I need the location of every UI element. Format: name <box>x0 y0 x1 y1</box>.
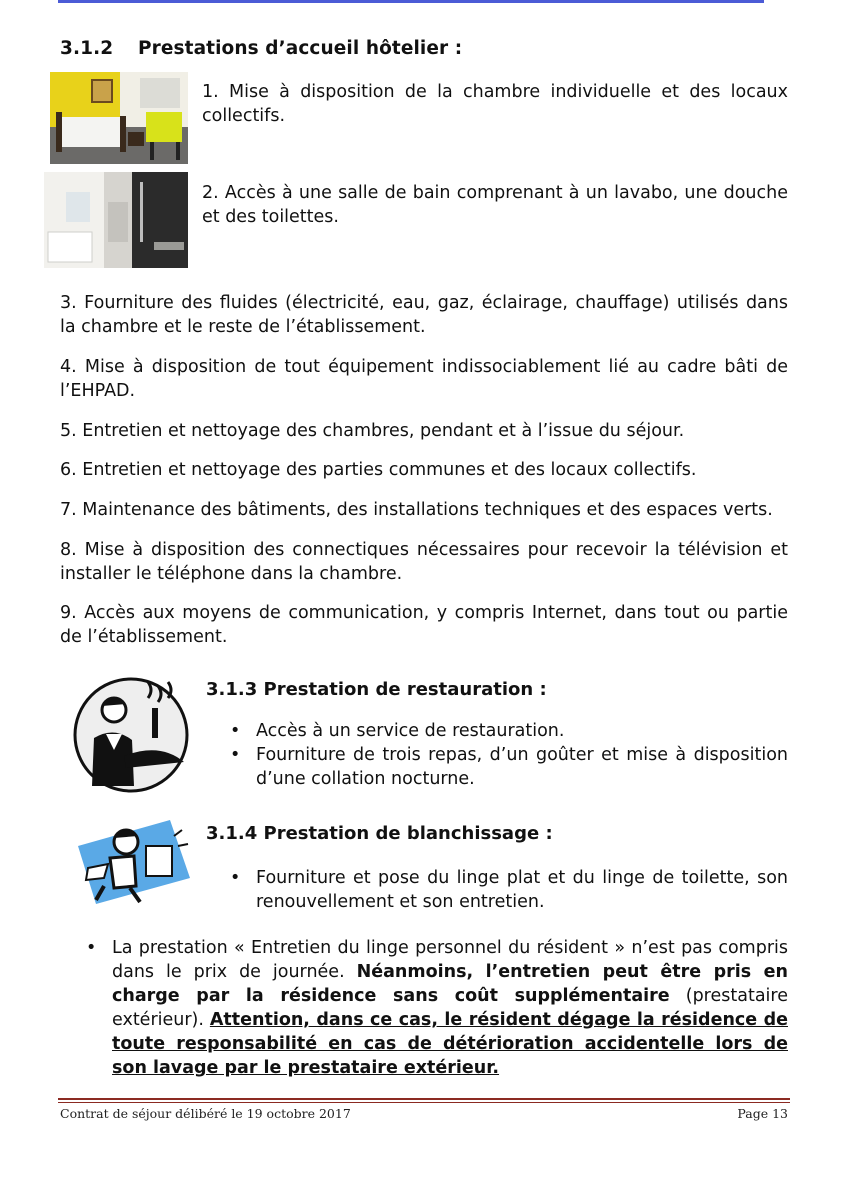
item-9: 9. Accès aux moyens de communication, y compris Internet, dans tout ou partie de l’établissement. <box>60 603 788 647</box>
list-item: • Fourniture et pose du linge plat et du linge de toilette, son renouvellement et son entretien. <box>230 866 788 914</box>
section-heading <box>60 38 462 59</box>
laundry-clipart <box>74 816 194 908</box>
note-part-1: La prestation « Entretien du linge personnel du résident » n’est pas compris dans le prix de journée. <box>112 938 788 982</box>
footer-rule <box>58 1098 790 1100</box>
laundry-note <box>86 936 788 1080</box>
header-rule <box>58 0 764 3</box>
note-warning: Attention, dans ce cas, le résident dégage la résidence de toute responsabilité en cas de détérioration accidentelle lors de son lavage par le prestataire extérieur. <box>112 1010 788 1078</box>
item-8: 8. Mise à disposition des connectiques nécessaires pour recevoir la télévision et installer le téléphone dans la chambre. <box>60 540 788 584</box>
bathroom-photo <box>44 172 188 268</box>
blanchissage-list <box>230 866 788 914</box>
item-5: 5. Entretien et nettoyage des chambres, pendant et à l’issue du séjour. <box>60 421 685 441</box>
item-1: 1. Mise à disposition de la chambre individuelle et des locaux collectifs. <box>202 82 788 126</box>
restauration-heading: 3.1.3 Prestation de restauration : <box>206 679 547 700</box>
item-6: 6. Entretien et nettoyage des parties communes et des locaux collectifs. <box>60 460 697 480</box>
list-item: • Accès à un service de restauration. <box>230 719 788 743</box>
bedroom-photo <box>50 72 188 164</box>
waiter-clipart <box>72 676 190 794</box>
item-2: 2. Accès à une salle de bain comprenant à un lavabo, une douche et des toilettes. <box>202 183 788 227</box>
footer-rule-thin <box>58 1102 790 1103</box>
laundry-note-text <box>86 936 788 1080</box>
list-item: • Fourniture de trois repas, d’un goûter et mise à disposition d’une collation nocturne. <box>230 743 788 791</box>
blanchissage-heading: 3.1.4 Prestation de blanchissage : <box>206 823 553 844</box>
bullet-dot: • <box>86 938 97 958</box>
item-7: 7. Maintenance des bâtiments, des installations techniques et des espaces verts. <box>60 500 773 520</box>
section-title: Prestations d’accueil hôtelier : <box>138 38 463 59</box>
note-part-3: (prestataire extérieur). <box>112 986 788 1030</box>
restauration-list <box>230 719 788 791</box>
note-part-2: Néanmoins, l’entretien peut être pris en charge par la résidence sans coût supplémentaire <box>112 962 788 1006</box>
footer-left: Contrat de séjour délibéré le 19 octobre 2017 <box>60 1106 351 1121</box>
item-4: 4. Mise à disposition de tout équipement indissociablement lié au cadre bâti de l’EHPAD. <box>60 357 788 401</box>
item-3: 3. Fourniture des fluides (électricité, eau, gaz, éclairage, chauffage) utilisés dans la chambre et le reste de l’établissement. <box>60 293 788 337</box>
footer-page-number: Page 13 <box>737 1106 788 1121</box>
section-number: 3.1.2 <box>60 38 114 59</box>
